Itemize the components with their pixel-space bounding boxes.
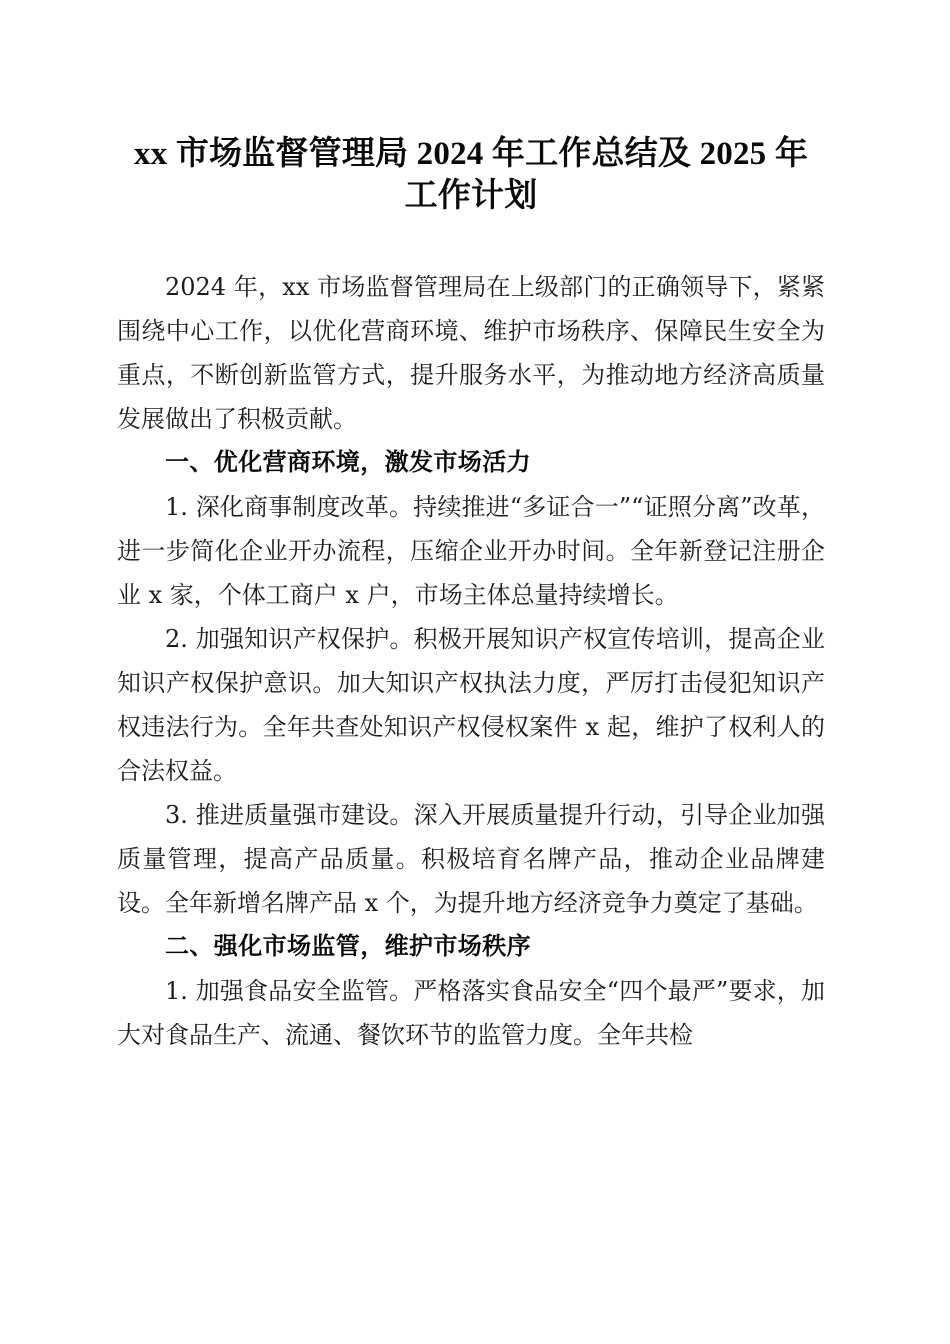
page-title-line-2: 工作计划 [404, 178, 538, 214]
section-2-item-1: 1. 加强食品安全监管。严格落实食品安全“四个最严”要求，加大对食品生产、流通、餐饮环节的监管力度。全年共检 [117, 977, 825, 1049]
section-heading-2: 二、强化市场监管，维护市场秩序 [165, 933, 531, 960]
intro-paragraph: 2024 年，xx 市场监督管理局在上级部门的正确领导下，紧紧围绕中心工作，以优化营商环境、维护市场秩序、保障民生安全为重点，不断创新监管方式，提升服务水平，为推动地方经济高质量发展做出了积极贡献。 [117, 273, 825, 433]
section-1-item-2: 2. 加强知识产权保护。积极开展知识产权宣传培训，提高企业知识产权保护意识。加大知识产权执法力度，严厉打击侵犯知识产权违法行为。全年共查处知识产权侵权案件 x 起，维护了权利人的合法权益。 [117, 625, 825, 785]
page-content [117, 0, 825, 1057]
section-heading-1: 一、优化营商环境，激发市场活力 [165, 449, 531, 476]
page-title-line-1: xx 市场监督管理局 2024 年工作总结及 2025 年 [133, 136, 809, 172]
page-title [117, 0, 825, 217]
section-1-item-3: 3. 推进质量强市建设。深入开展质量提升行动，引导企业加强质量管理，提高产品质量。积极培育名牌产品，推动企业品牌建设。全年新增名牌产品 x 个，为提升地方经济竞争力奠定了基础。 [117, 801, 825, 917]
section-1-item-1: 1. 深化商事制度改革。持续推进“多证合一”“证照分离”改革，进一步简化企业开办流程，压缩企业开办时间。全年新登记注册企业 x 家，个体工商户 x 户，市场主体总量持续增长。 [117, 493, 825, 609]
